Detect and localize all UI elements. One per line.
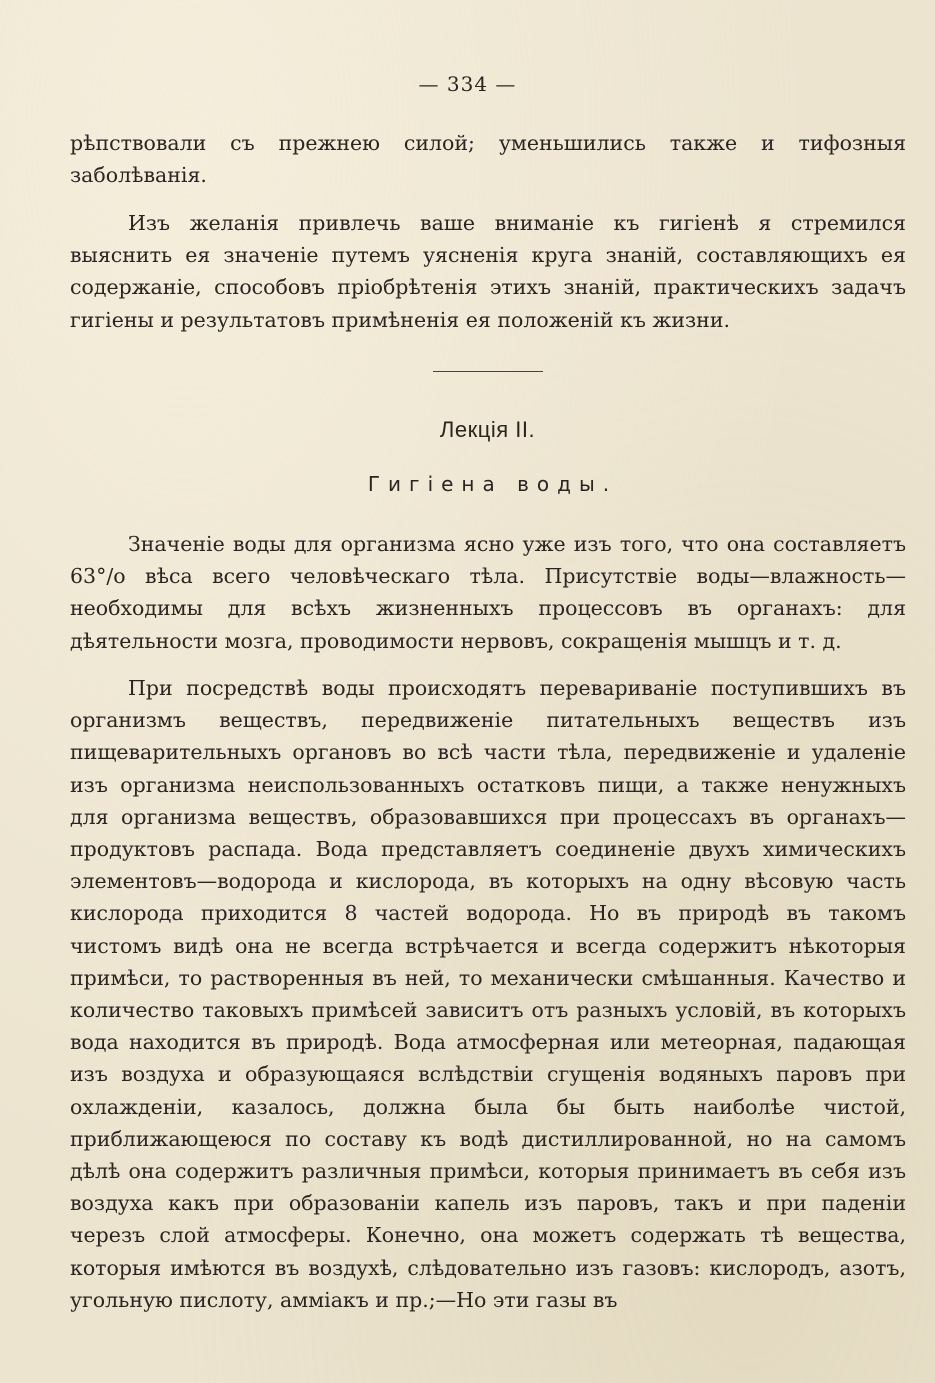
hygiene-paragraph: Изъ желанія привлечь ваше вниманіе къ гигіенѣ я стремился выяснить ея значеніе путемъ уясненія круга знаній, составляющихъ ея содержаніе, способовъ пріобрѣтенія этихъ знаній, практическихъ задачъ гигіены и результатовъ примѣненія ея положеній къ жизни.: [70, 211, 906, 332]
lecture-title: Лекція II.: [439, 417, 536, 442]
water-paragraph-2: При посредствѣ воды происходятъ перевариваніе поступившихъ въ организмъ веществъ, передвиженіе питательныхъ веществъ изъ пищеварительныхъ органовъ во всѣ части тѣла, передвиженіе и удаленіе изъ организма неиспользованныхъ остатковъ пищи, а также ненужныхъ для организма веществъ, образовавшихся при процессахъ въ органахъ—продуктовъ распада. Вода представляетъ соединеніе двухъ химическихъ элементовъ—водорода и кислорода, въ которыхъ на одну вѣсовую часть кислорода приходится 8 частей водорода. Но въ природѣ въ такомъ чистомъ видѣ она не всегда встрѣчается и всегда содержитъ нѣкоторыя примѣси, то растворенныя въ ней, то механически смѣшанныя. Качество и количество таковыхъ примѣсей зависитъ отъ разныхъ условій, въ которыхъ вода находится въ природѣ. Вода атмосферная или метеорная, падающая изъ воздуха и образующаяся вслѣдствіи сгущенія водяныхъ паровъ при охлажденіи, казалось, должна была бы быть наиболѣе чистой, приближающеюся по составу къ водѣ дистиллированной, но на самомъ дѣлѣ она содержитъ различныя примѣси, которыя принимаетъ въ себя изъ воздуха какъ при образованіи капель изъ паровъ, такъ и при паденіи черезъ слой атмосферы. Конечно, она можетъ содержать тѣ вещества, которыя имѣются въ воздухѣ, слѣдовательно изъ газовъ: кислородъ, азотъ, угольную пислоту, амміакъ и пр.;—Но эти газы въ: [70, 676, 906, 1312]
page-number: — 334 —: [418, 72, 517, 96]
continuation-block: [70, 127, 906, 191]
water-paragraph-2-block: [70, 672, 906, 1316]
continuation-paragraph: рѣпствовали съ прежнею силой; уменьшились также и тифозныя заболѣванія.: [70, 131, 906, 188]
section-divider: [433, 371, 543, 372]
hygiene-paragraph-block: [70, 207, 906, 336]
section-title: Гигіена воды.: [367, 472, 618, 496]
water-paragraph-1: Значеніе воды для организма ясно уже изъ того, что она составляетъ 63°/o вѣса всего человѣческаго тѣла. Присутствіе воды—влажность—необходимы для всѣхъ жизненныхъ процессовъ въ органахъ: для дѣятельности мозга, проводимости нервовъ, сокращенія мышцъ и т. д.: [70, 532, 906, 653]
water-paragraph-1-block: [70, 528, 906, 657]
